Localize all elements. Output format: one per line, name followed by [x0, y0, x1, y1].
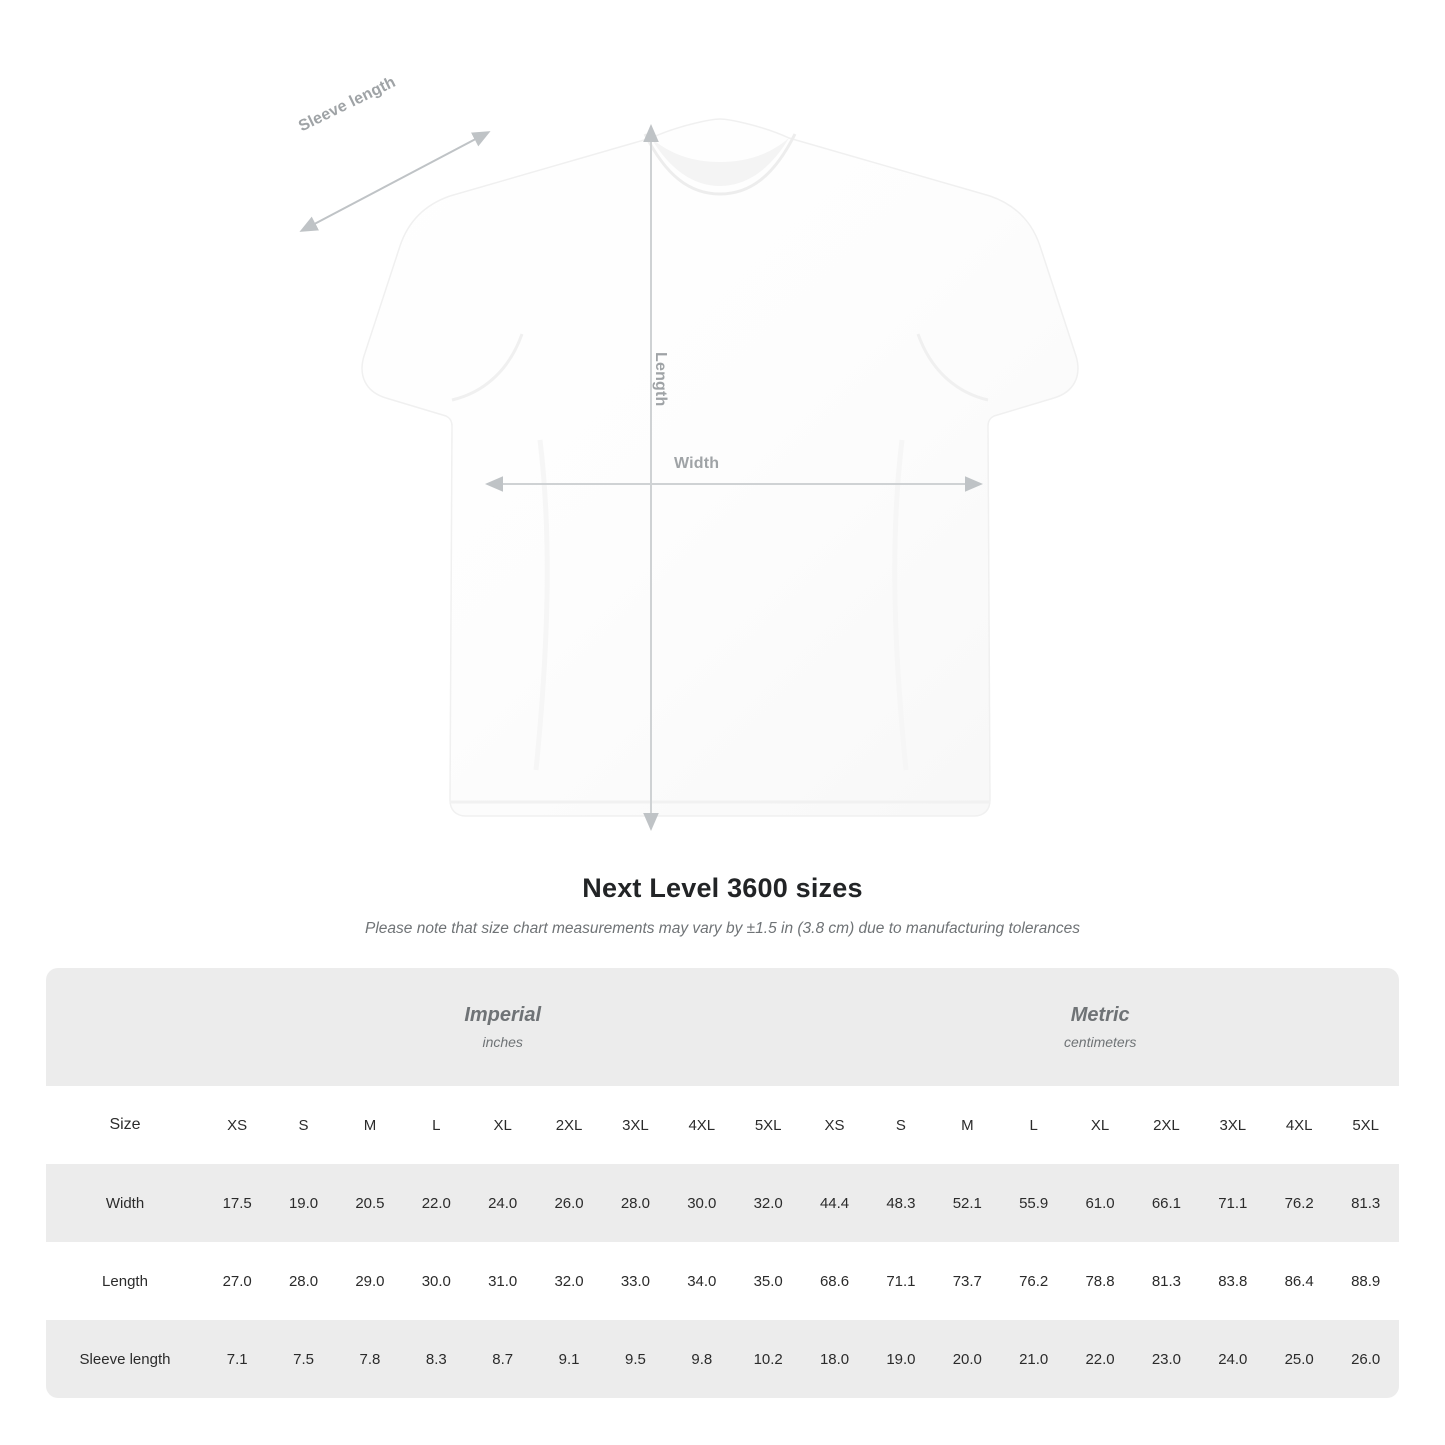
- sleeve-cell: 20.0: [934, 1320, 1000, 1398]
- size-cell: M: [934, 1086, 1000, 1164]
- size-cell: 2XL: [1133, 1086, 1199, 1164]
- width-cell: 17.5: [204, 1164, 270, 1242]
- tolerance-note: Please note that size chart measurements may vary by ±1.5 in (3.8 cm) due to manufacturing tolerances: [365, 920, 1080, 937]
- unit-sub-metric: centimeters: [1064, 1034, 1137, 1050]
- sleeve-cell: 26.0: [1332, 1320, 1399, 1398]
- sleeve-cell: 8.7: [470, 1320, 536, 1398]
- size-cell: S: [868, 1086, 934, 1164]
- title-block: [0, 873, 1445, 938]
- sleeve-cell: 19.0: [868, 1320, 934, 1398]
- width-cell: 19.0: [270, 1164, 336, 1242]
- unit-header-imperial: [204, 968, 801, 1086]
- sleeve-cell: 10.2: [735, 1320, 801, 1398]
- sleeve-cell: 7.5: [270, 1320, 336, 1398]
- sleeve-cell: 9.5: [602, 1320, 668, 1398]
- unit-header-spacer: [46, 968, 204, 1086]
- size-cell: 3XL: [1200, 1086, 1266, 1164]
- width-cell: 76.2: [1266, 1164, 1332, 1242]
- length-cell: 68.6: [819, 1272, 850, 1290]
- size-cell: XL: [470, 1086, 536, 1164]
- length-cell: 33.0: [620, 1272, 651, 1290]
- size-cell: 5XL: [735, 1086, 801, 1164]
- row-label-width: Width: [46, 1164, 204, 1242]
- table-row-width: [46, 1164, 1399, 1242]
- size-cell: 4XL: [1266, 1086, 1332, 1164]
- sleeve-cell: 24.0: [1200, 1320, 1266, 1398]
- row-label-sleeve-length: Sleeve length: [46, 1320, 204, 1398]
- sleeve-length-label: Sleeve length: [296, 73, 399, 136]
- width-cell: 20.5: [337, 1164, 403, 1242]
- size-cell: L: [403, 1086, 469, 1164]
- width-cell: 24.0: [470, 1164, 536, 1242]
- length-cell: 29.0: [355, 1272, 385, 1290]
- width-cell: 30.0: [669, 1164, 735, 1242]
- row-label-size: Size: [46, 1086, 204, 1164]
- row-label-length: Length: [102, 1272, 148, 1290]
- length-cell: 88.9: [1351, 1272, 1381, 1290]
- length-cell: 78.8: [1085, 1272, 1115, 1290]
- size-cell: S: [270, 1086, 336, 1164]
- width-cell: 48.3: [868, 1164, 934, 1242]
- size-cell: 5XL: [1332, 1086, 1399, 1164]
- width-cell: 71.1: [1200, 1164, 1266, 1242]
- length-cell: 83.8: [1218, 1272, 1248, 1290]
- length-cell: 81.3: [1151, 1272, 1182, 1290]
- sleeve-cell: 7.8: [337, 1320, 403, 1398]
- length-cell: 71.1: [886, 1272, 916, 1290]
- sleeve-cell: 23.0: [1133, 1320, 1199, 1398]
- size-table: [46, 968, 1399, 1398]
- width-cell: 22.0: [403, 1164, 469, 1242]
- sleeve-cell: 8.3: [403, 1320, 469, 1398]
- length-cell: 73.7: [952, 1272, 982, 1290]
- table-unit-header-row: [46, 968, 1399, 1086]
- unit-header-metric: [801, 968, 1399, 1086]
- width-cell: 61.0: [1067, 1164, 1133, 1242]
- width-cell: 81.3: [1332, 1164, 1399, 1242]
- length-cell: 30.0: [421, 1272, 451, 1290]
- unit-sub-imperial: inches: [482, 1034, 523, 1050]
- length-cell: 35.0: [753, 1272, 783, 1290]
- sleeve-cell: 9.8: [669, 1320, 735, 1398]
- width-cell: 26.0: [536, 1164, 602, 1242]
- size-cell: 3XL: [602, 1086, 668, 1164]
- sleeve-cell: 18.0: [801, 1320, 867, 1398]
- unit-name-metric: Metric: [1070, 1004, 1130, 1026]
- size-cell: L: [1001, 1086, 1067, 1164]
- length-cell: 76.2: [1019, 1272, 1049, 1290]
- sleeve-cell: 21.0: [1001, 1320, 1067, 1398]
- width-label: Width: [674, 455, 720, 472]
- width-cell: 66.1: [1133, 1164, 1199, 1242]
- size-table-wrapper: [46, 968, 1399, 1398]
- length-cell: 31.0: [488, 1272, 518, 1290]
- width-cell: 28.0: [602, 1164, 668, 1242]
- sleeve-cell: 25.0: [1266, 1320, 1332, 1398]
- length-cell: 28.0: [288, 1272, 319, 1290]
- table-row-length: [46, 1242, 1399, 1320]
- unit-name-imperial: Imperial: [464, 1004, 542, 1026]
- size-cell: 4XL: [669, 1086, 735, 1164]
- table-row-sleeve-length: [46, 1320, 1399, 1398]
- sleeve-cell: 9.1: [536, 1320, 602, 1398]
- length-label: Length: [652, 352, 669, 407]
- width-cell: 55.9: [1001, 1164, 1067, 1242]
- width-cell: 52.1: [934, 1164, 1000, 1242]
- size-cell: XL: [1067, 1086, 1133, 1164]
- sleeve-cell: 22.0: [1067, 1320, 1133, 1398]
- table-row-size: [46, 1086, 1399, 1164]
- sleeve-cell: 7.1: [204, 1320, 270, 1398]
- length-cell: 32.0: [554, 1272, 584, 1290]
- size-cell: 2XL: [536, 1086, 602, 1164]
- width-cell: 32.0: [735, 1164, 801, 1242]
- size-cell: XS: [801, 1086, 867, 1164]
- size-cell: M: [337, 1086, 403, 1164]
- size-cell: XS: [204, 1086, 270, 1164]
- length-cell: 27.0: [222, 1272, 252, 1290]
- width-cell: 44.4: [801, 1164, 867, 1242]
- page-title: Next Level 3600 sizes: [582, 873, 863, 903]
- length-cell: 86.4: [1284, 1272, 1314, 1290]
- length-cell: 34.0: [687, 1272, 717, 1290]
